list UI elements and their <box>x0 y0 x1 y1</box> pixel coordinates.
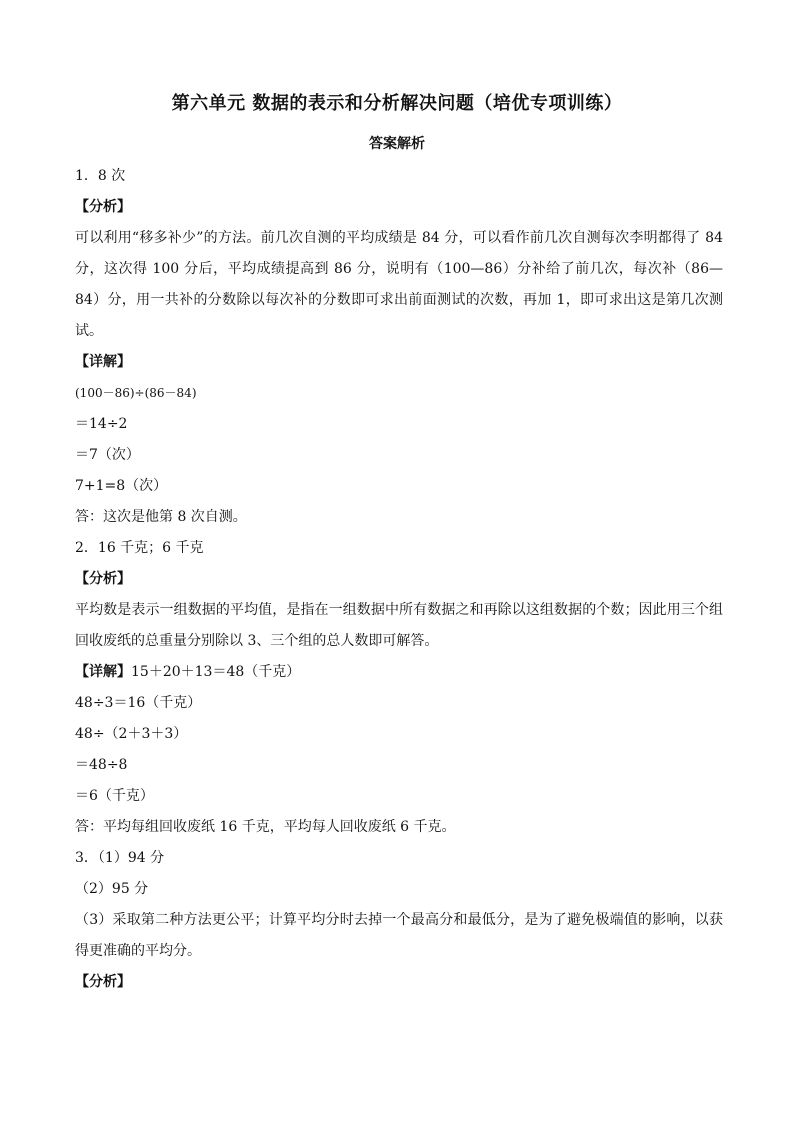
document-subtitle: 答案解析 <box>369 136 425 152</box>
q2-step-3: ＝48÷8 <box>75 757 128 773</box>
q1-step-4: 7+1=8（次） <box>75 478 168 494</box>
q2-conclusion: 答：平均每组回收废纸 16 千克，平均每人回收废纸 6 千克。 <box>75 819 456 835</box>
q3-analysis-label: 【分析】 <box>75 974 131 990</box>
q2-analysis-text: 平均数是表示一组数据的平均值，是指在一组数据中所有数据之和再除以这组数据的个数；因此用三个组回收废纸的总重量分别除以 3、三个组的总人数即可解答。 <box>75 602 723 649</box>
document-body <box>75 161 723 998</box>
document-title: 第六单元 数据的表示和分析解决问题（培优专项训练） <box>171 93 623 114</box>
q1-answer: 1．8 次 <box>75 168 126 184</box>
q1-conclusion: 答：这次是他第 8 次自测。 <box>75 509 247 525</box>
q2-step-2: 48÷（2＋3＋3） <box>75 726 188 742</box>
q2-detail-first: 15＋20＋13＝48（千克） <box>131 664 301 680</box>
q2-detail-line <box>75 657 723 688</box>
q1-analysis-label: 【分析】 <box>75 199 131 215</box>
q2-step-1: 48÷3＝16（千克） <box>75 695 202 711</box>
q1-analysis-text: 可以利用“移多补少”的方法。前几次自测的平均成绩是 84 分，可以看作前几次自测每次李明都得了 84 分，这次得 100 分后，平均成绩提高到 86 分，说明有（100—86）分补给了前几次，每次补（86—84）分，用一共补的分数除以每次补的分数即可求出前面测试的次数，再加 1，即可求出这是第几次测试。 <box>75 230 723 339</box>
q2-answer: 2．16 千克；6 千克 <box>75 540 204 556</box>
q2-detail-label: 【详解】 <box>75 664 131 680</box>
q3-answer-1: 3．（1）94 分 <box>75 850 165 866</box>
q1-step-1: (100－86)÷(86－84) <box>75 386 197 400</box>
q1-step-3: ＝7（次） <box>75 447 140 463</box>
q3-answer-2: （2）95 分 <box>75 881 149 897</box>
q3-answer-3: （3）采取第二种方法更公平；计算平均分时去掉一个最高分和最低分，是为了避免极端值的影响，以获得更准确的平均分。 <box>75 912 723 959</box>
q1-detail-label: 【详解】 <box>75 354 131 370</box>
q2-step-4: ＝6（千克） <box>75 788 154 804</box>
q1-step-2: ＝14÷2 <box>75 416 128 432</box>
q2-analysis-label: 【分析】 <box>75 571 131 587</box>
